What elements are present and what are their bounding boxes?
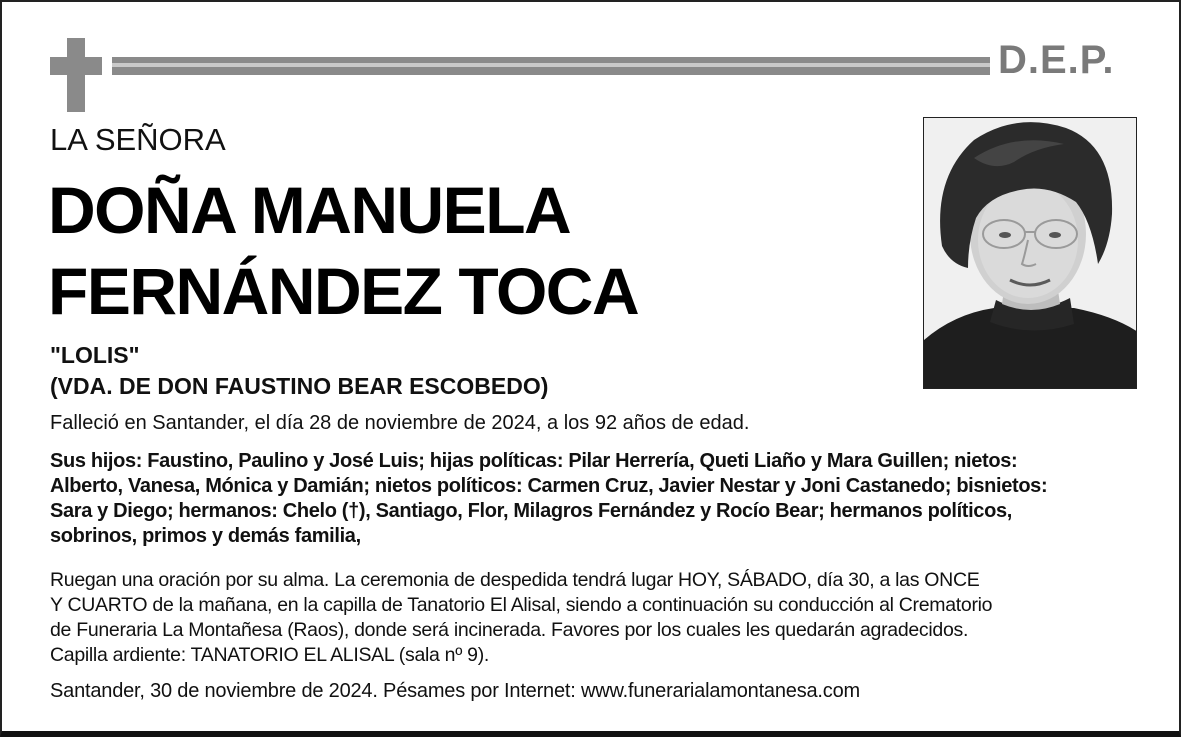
- death-statement: Falleció en Santander, el día 28 de noviembre de 2024, a los 92 años de edad.: [50, 412, 750, 434]
- dep-label: D.E.P.: [998, 38, 1115, 82]
- ceremony-line: Ruegan una oración por su alma. La ceremonia de despedida tendrá lugar HOY, SÁBADO, día 30, a las ONCE: [50, 569, 980, 591]
- title-lead: LA SEÑORA: [50, 122, 226, 157]
- footer-line: Santander, 30 de noviembre de 2024. Pésames por Internet: www.funerarialamontanesa.com: [50, 680, 860, 702]
- family-line: Sara y Diego; hermanos: Chelo (†), Santiago, Flor, Milagros Fernández y Rocío Bear; hermanos políticos,: [50, 500, 1012, 522]
- ceremony-details: [50, 568, 1150, 668]
- family-line: Alberto, Vanesa, Mónica y Damián; nietos políticos: Carmen Cruz, Javier Nestar y Joni Castanedo; bisnietos:: [50, 475, 1048, 497]
- family-line: Sus hijos: Faustino, Paulino y José Luis; hijas políticas: Pilar Herrería, Queti Liaño y Mara Guillen; nietos:: [50, 450, 1018, 472]
- deceased-name-line2: FERNÁNDEZ TOCA: [48, 254, 639, 328]
- ceremony-line: Capilla ardiente: TANATORIO EL ALISAL (sala nº 9).: [50, 644, 490, 666]
- cross-icon: [50, 38, 102, 112]
- deceased-name-line1: DOÑA MANUELA: [48, 173, 571, 247]
- family-list: [50, 449, 1140, 549]
- ceremony-line: Y CUARTO de la mañana, en la capilla de Tanatorio El Alisal, siendo a continuación su conducción al Crematorio: [50, 594, 993, 616]
- portrait-photo: [923, 117, 1137, 389]
- widow-of: (VDA. DE DON FAUSTINO BEAR ESCOBEDO): [50, 373, 549, 399]
- header-rule: [112, 57, 990, 75]
- nickname: "LOLIS": [50, 342, 140, 368]
- ceremony-line: de Funeraria La Montañesa (Raos), donde será incinerada. Favores por los cuales les quedarán agradecidos.: [50, 619, 969, 641]
- family-line: sobrinos, primos y demás familia,: [50, 525, 361, 547]
